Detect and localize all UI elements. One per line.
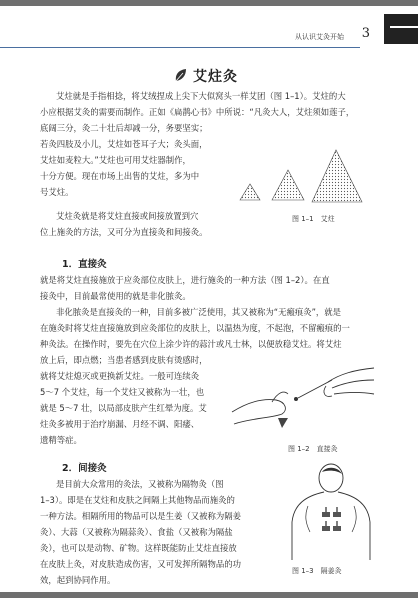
- page-number: 3: [361, 26, 370, 41]
- figure-3-caption: 图 1–3 隔姜灸: [292, 567, 342, 575]
- sec2-line-6: 在皮肤上灸，对皮肤造成伤害，又可发挥所隔物品的功: [40, 559, 241, 569]
- sec1-line-2: 接灸中，目前最常使用的就是非化脓灸。: [40, 291, 191, 301]
- intro-line-8: 艾炷灸就是将艾炷直接或间接放置到穴: [56, 211, 199, 221]
- sec2-line-7: 效，起到协同作用。: [40, 575, 116, 585]
- moxa-cones-figure: [232, 142, 372, 210]
- sec2-line-5: 灸），也可以是动物、矿物。这样既能防止艾炷直接放: [40, 543, 237, 553]
- sec1-line-4: 在施灸时将艾炷直接施放到应灸部位的皮肤上，以温热为度，不起泡，不留瘢痕的一: [40, 323, 350, 333]
- intro-line-7: 号艾炷。: [40, 187, 74, 197]
- intro-line-1: 艾炷就是手指相捻，将艾绒捏成上尖下大似窝头一样艾团（图 1–1）。艾炷的大: [56, 91, 346, 101]
- sec1-line-10: 炷灸多被用于治疗崩漏、月经不调、阳痿、: [40, 419, 200, 429]
- running-header: 从认识艾灸开始: [295, 33, 344, 41]
- header-rule: [0, 47, 360, 48]
- intro-line-4: 若灸四肢及小儿，艾炷如苍耳子大；灸头面，: [40, 139, 208, 149]
- intro-line-3: 底阔三分，灸二十壮后却减一分，务要坚实；: [40, 123, 208, 133]
- sec1-line-3: 非化脓灸是直接灸的一种，目前多被广泛使用，其又被称为“无瘢痕灸”，就是: [56, 307, 342, 317]
- bottom-edge: [0, 592, 418, 598]
- leaf-icon: [174, 68, 188, 82]
- sec1-line-5: 种灸法。在操作时，要先在穴位上涂少许的蒜汁或凡士林，以便放稳艾炷。将艾炷: [40, 339, 342, 349]
- sec1-line-7: 就将艾炷熄灭或更换新艾炷。一般可连续灸: [40, 371, 200, 381]
- page-title: 艾炷灸: [193, 69, 238, 85]
- figure-1-caption: 图 1–1 艾炷: [292, 215, 335, 223]
- section-1-heading: 1．直接灸: [62, 259, 107, 270]
- intro-line-6: 十分方便。现在市场上出售的艾炷，多为中: [40, 171, 200, 181]
- sec1-line-8: 5～7 个艾炷，每一个艾炷又被称为一壮，也: [40, 387, 205, 397]
- intro-line-5: 艾炷如麦粒大。”艾炷也可用艾炷器制作，: [40, 155, 191, 165]
- sec1-line-1: 就是将艾炷直接施放于应灸部位皮肤上，进行施灸的一种方法（图 1–2）。在直: [40, 275, 330, 285]
- intro-line-2: 小应根据艾灸的需要而制作。正如《扁鹊心书》中所说：“凡灸大人，艾炷须如莲子，: [40, 107, 355, 117]
- sec2-line-1: 是目前大众常用的灸法，又被称为隔物灸（图: [56, 479, 224, 489]
- header-tab: [384, 14, 418, 44]
- direct-moxibustion-figure: [228, 352, 378, 432]
- top-edge: [0, 0, 418, 6]
- ginger-moxibustion-figure: [286, 462, 376, 562]
- sec1-line-6: 放上后，即点燃；当患者感到皮肤有烫感时，: [40, 355, 208, 365]
- figure-2-caption: 图 1–2 直接灸: [288, 445, 338, 453]
- sec1-line-11: 遗精等症。: [40, 435, 82, 445]
- sec2-line-3: 一种方法。相隔所用的物品可以是生姜（又被称为隔姜: [40, 511, 241, 521]
- section-2-heading: 2．间接灸: [62, 463, 107, 474]
- sec1-line-9: 就是 5～7 壮，以局部皮肤产生红晕为度。艾: [40, 403, 207, 413]
- sec2-line-2: 1–3）。即是在艾炷和皮肤之间隔上其他物品而施灸的: [40, 495, 235, 505]
- intro-line-9: 位上施灸的方法，又可分为直接灸和间接灸。: [40, 227, 208, 237]
- sec2-line-4: 灸）、大蒜（又被称为隔蒜灸）、食盐（又被称为隔盐: [40, 527, 233, 537]
